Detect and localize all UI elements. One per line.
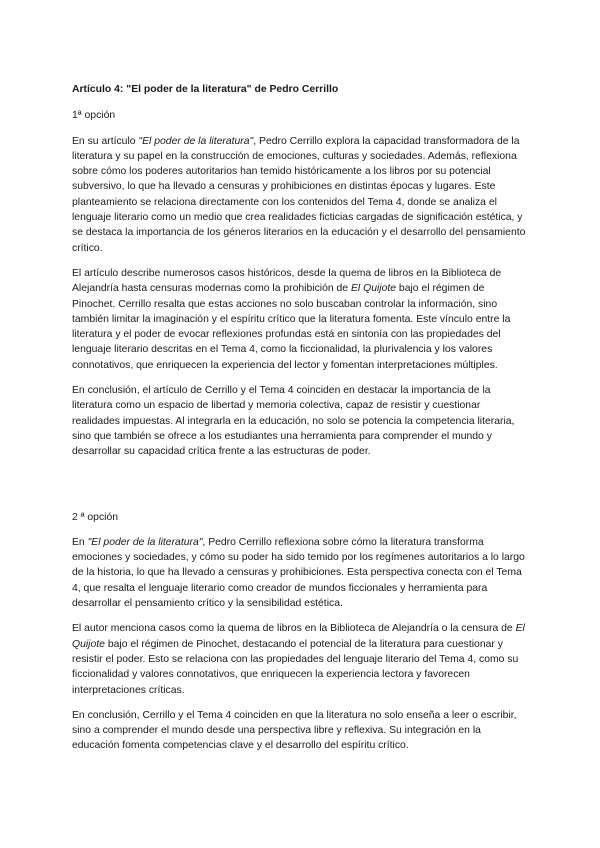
text-run: En su artículo (72, 135, 139, 147)
document-page (72, 82, 530, 764)
text-run: , Pedro Cerrillo explora la capacidad transformadora de la literatura y su papel en la construcción de emociones, culturas y sociedades. Además, reflexiona sobre cómo los poderes autoritarios han temido históricamente a los libros por su potencial subversivo, lo que ha llevado a censuras y prohibiciones en distintas épocas y lugares. Este planteamiento se relaciona directamente con los contenidos del Tema 4, donde se analiza el lenguaje literario como un medio que crea realidades ficticias cargadas de significación estética, y se destaca la importancia de los géneros literarios en la educación y el desarrollo del pensamiento crítico. (72, 135, 526, 254)
section-heading: 1ª opción (72, 110, 116, 122)
section-heading: 2 ª opción (72, 511, 119, 523)
text-run: En conclusión, el artículo de Cerrillo y el Tema 4 coinciden en destacar la importancia de la literatura como un espacio de libertad y memoria colectiva, capaz de resistir y cuestionar realidades impuestas. Al integrarla en la educación, no solo se potencia la competencia literaria, sino que también se ofrece a los estudiantes una herramienta para comprender el mundo y desarrollar su capacidad crítica frente a las estructuras de poder. (72, 385, 515, 458)
italic-title: El Quijote (350, 283, 397, 295)
paragraph (72, 266, 530, 373)
text-run: El artículo describe numerosos casos históricos, desde la quema de libros en la Biblioteca de Alejandría hasta censuras modernas como la prohibición de (72, 267, 502, 295)
text-run: En (72, 536, 88, 548)
text-run: , Pedro Cerrillo reflexiona sobre cómo la literatura transforma emociones y sociedades, y cómo su poder ha sido temido por los regímenes autoritarios a lo largo de la historia, lo que ha llevado a censuras y prohibiciones. Esta perspectiva conecta con el Tema 4, que resalta el lenguaje literario como creador de mundos ficcionales y herramienta para desarrollar el pensamiento crítico y la sensibilidad estética. (72, 536, 525, 610)
text-run: El autor menciona casos como la quema de libros en la Biblioteca de Alejandría o la censura de (72, 623, 516, 635)
text-run: En conclusión, Cerrillo y el Tema 4 coinciden en que la literatura no solo enseña a leer o escribir, sino a comprender el mundo desde una perspectiva libre y reflexiva. Su integración en la educación fomenta competencias clave y el desarrollo del espíritu crítico. (72, 709, 517, 752)
italic-title: El Quijote (72, 623, 525, 650)
paragraph (72, 621, 530, 697)
paragraph (72, 134, 530, 256)
italic-title: "El poder de la literatura" (87, 536, 203, 548)
text-run: bajo el régimen de Pinochet, destacando el potencial de la literatura para cuestionar y resistir el poder. Esto se relaciona con las propiedades del lenguaje literario del Tema 4, como su ficcionalidad y valores connotativos, que enriquecen la experiencia lectora y favorecen interpretaciones críticas. (72, 638, 519, 696)
document-title: Artículo 4: "El poder de la literatura" de Pedro Cerrillo (72, 84, 339, 95)
text-run: bajo el régimen de Pinochet. Cerrillo resalta que estas acciones no solo buscaban controlar la información, sino también limitar la imaginación y el espíritu crítico que la literatura fomenta. Este vínculo entre la literatura y el poder de evocar reflexiones profundas está en sintonía con las propiedades del lenguaje literario descritas en el Tema 4, como la ficcionalidad, la plurivalencia y los valores connotativos, que enriquecen la experiencia del lector y fomentan interpretaciones múltiples. (72, 283, 511, 371)
paragraph (72, 708, 530, 754)
section-spacer (72, 470, 530, 510)
italic-title: "El poder de la literatura" (138, 135, 254, 147)
paragraph (72, 383, 530, 459)
paragraph (72, 535, 530, 611)
